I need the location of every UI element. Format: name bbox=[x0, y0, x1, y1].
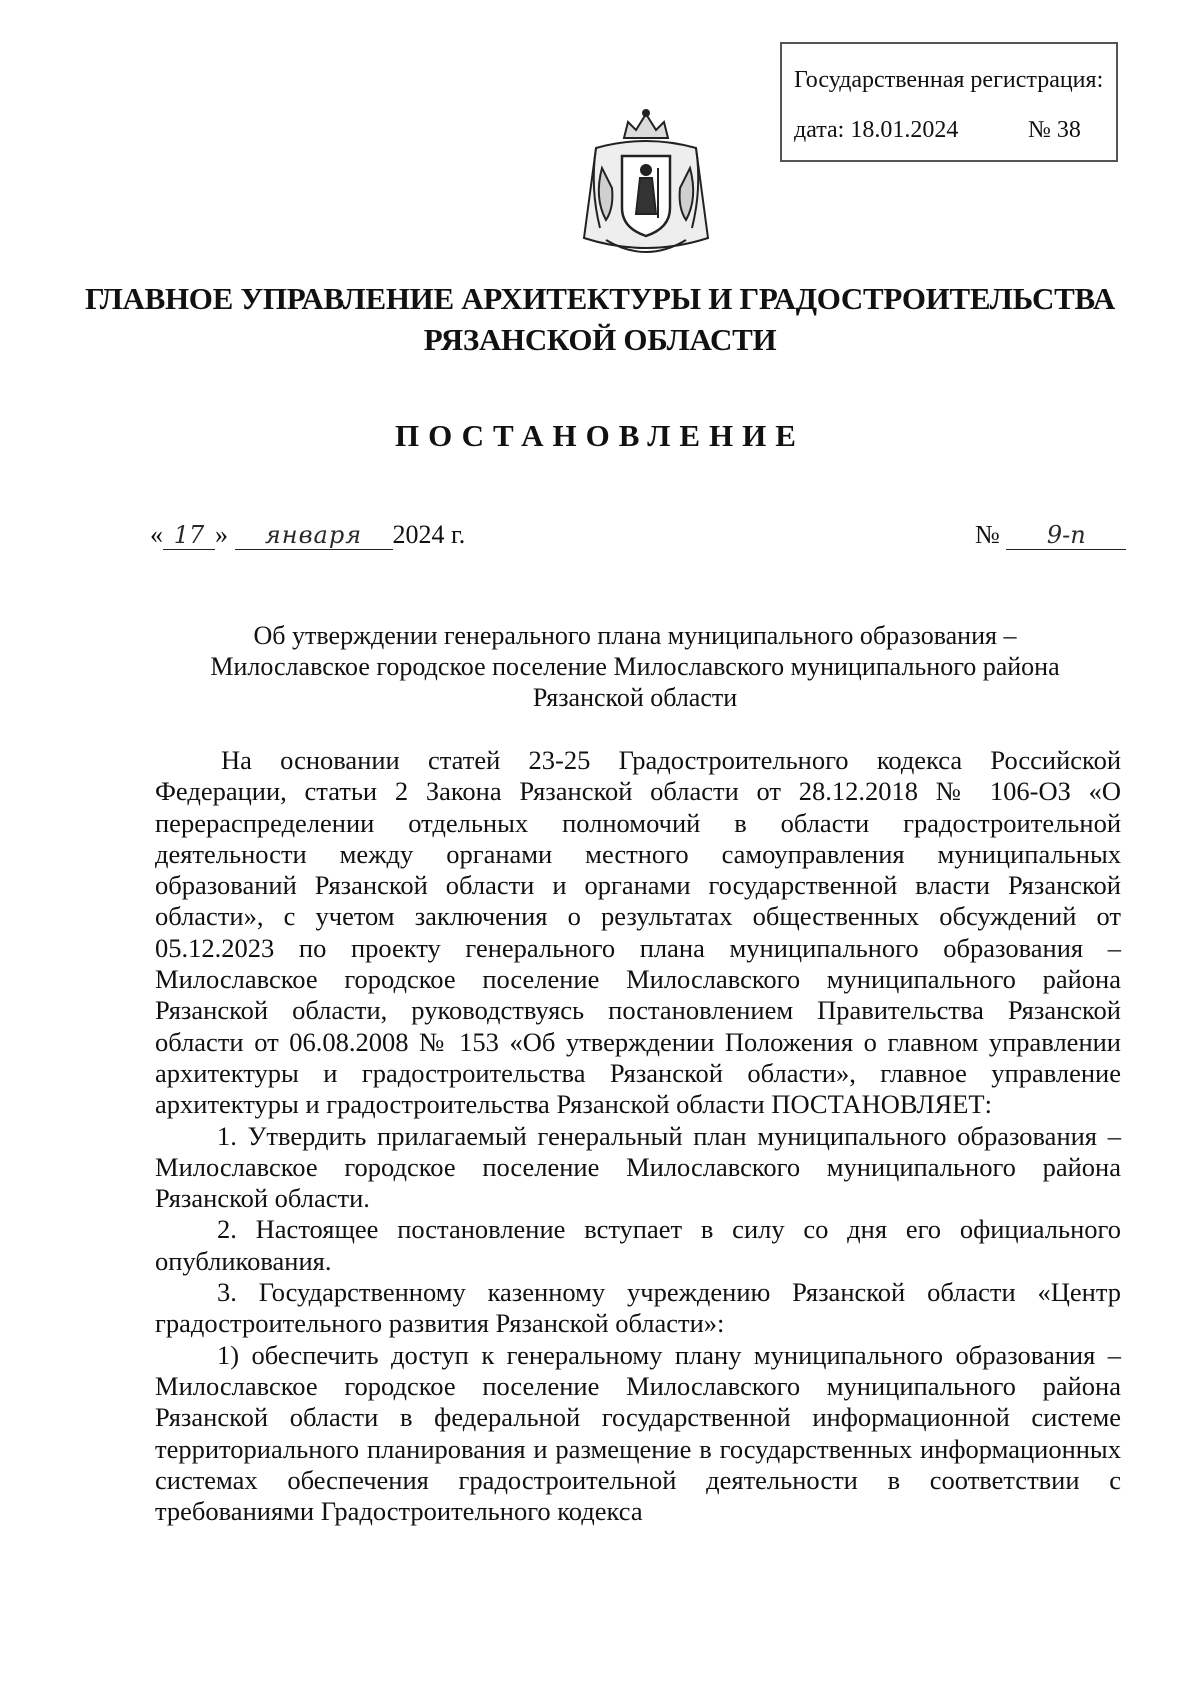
subject-line-1: Об утверждении генерального плана муниципального образования – bbox=[253, 621, 1017, 650]
registration-title: Государственная регистрация: bbox=[794, 67, 1104, 93]
body-item-3-1: 1) обеспечить доступ к генеральному плану муниципального образования – Милославское городское поселение Милославского муниципального района Рязанской области в федеральной государственной информационной системе территориального планирования и размещение в государственных информационных системах обеспечения градостроительной деятельности в соответствии с требованиями Градостроительного кодекса bbox=[155, 1339, 1121, 1527]
date-month-handwritten: января bbox=[235, 521, 393, 550]
date-year: 2024 г. bbox=[392, 520, 466, 549]
body-intro-paragraph: На основании статей 23-25 Градостроительного кодекса Российской Федерации, статьи 2 Закона Рязанской области от 28.12.2018 № 106-ОЗ «О перераспределении отдельных полномочий в области градостроительной деятельности между органами местного самоуправления муниципальных образований Рязанской области и органами государственной власти Рязанской области», с учетом заключения о результатах общественных обсуждений от 05.12.2023 по проекту генерального плана муниципального образования – Милославское городское поселение Милославского муниципального района Рязанской области, руководствуясь постановлением Правительства Рязанской области от 06.08.2008 № 153 «Об утверждении Положения о главном управлении архитектуры и градостроительства Рязанской области», главное управление архитектуры и градостроительства Рязанской области ПОСТАНОВЛЯЕТ: bbox=[155, 745, 1121, 1120]
body-item-3: 3. Государственному казенному учреждению Рязанской области «Центр градостроительного развития Рязанской области»: bbox=[155, 1277, 1121, 1339]
body-item-1: 1. Утвердить прилагаемый генеральный план муниципального образования – Милославское городское поселение Милославского муниципального района Рязанской области. bbox=[155, 1120, 1121, 1214]
registration-number: № 38 bbox=[1028, 117, 1081, 143]
coat-of-arms-icon bbox=[576, 108, 716, 268]
registration-stamp bbox=[780, 42, 1118, 162]
body-item-2: 2. Настоящее постановление вступает в силу со дня его официального опубликования. bbox=[155, 1214, 1121, 1276]
document-type: ПОСТАНОВЛЕНИЕ bbox=[395, 418, 805, 453]
organization-name bbox=[0, 278, 1200, 360]
document-date bbox=[150, 520, 465, 550]
date-day-handwritten: 17 bbox=[163, 521, 215, 550]
registration-date: дата: 18.01.2024 bbox=[794, 117, 959, 143]
number-label: № bbox=[975, 520, 1000, 549]
organization-line-1: ГЛАВНОЕ УПРАВЛЕНИЕ АРХИТЕКТУРЫ И ГРАДОСТРОИТЕЛЬСТВА bbox=[84, 281, 1115, 316]
subject-line-2: Милославское городское поселение Милославского муниципального района bbox=[210, 652, 1060, 681]
date-close-quote: » bbox=[215, 520, 228, 549]
organization-line-2: РЯЗАНСКОЙ ОБЛАСТИ bbox=[423, 322, 777, 357]
document-body bbox=[155, 745, 1121, 1527]
date-open-quote: « bbox=[150, 520, 163, 549]
document-number bbox=[975, 520, 1126, 550]
subject-line-3: Рязанской области bbox=[532, 683, 738, 712]
document-subject bbox=[150, 620, 1120, 713]
number-value-handwritten: 9-п bbox=[1006, 521, 1126, 550]
